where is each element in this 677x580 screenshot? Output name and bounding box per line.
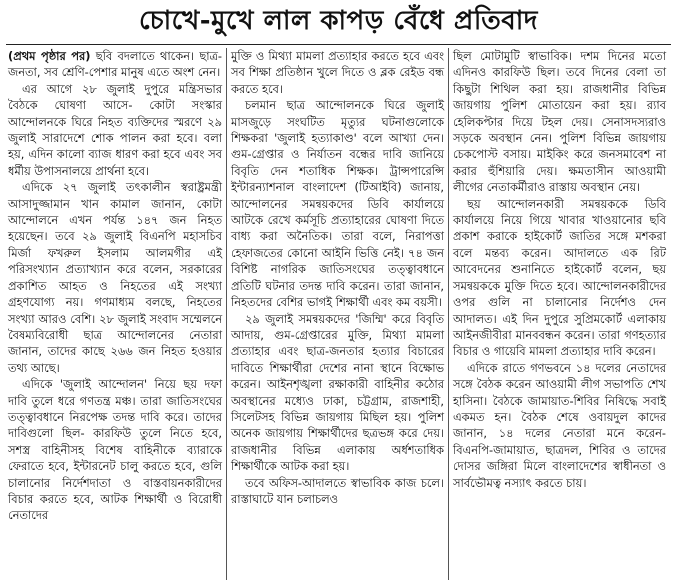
continued-label: (প্রথম পৃষ্ঠার পর) — [8, 49, 91, 63]
column-2 — [226, 48, 448, 580]
paragraph: ছয় আন্দোলনকারী সমন্বয়ককে ডিবি কার্যালয়ে নিয়ে গিয়ে খাবার খাওয়ানোর ছবি প্রকাশ করাকে হাইকোর্ট জাতির সঙ্গে মশকরা বলে মন্তব্য করেন। আদালতে এক রিট আবেদনের শুনানিতে হাইকোর্ট বলেন, ছয় সমন্বয়ককে মুক্তি দিতে হবে। আন্দোলনকারীদের ওপর গুলি না চালানোর নির্দেশও দেন আদালত। এই দিন দুপুরে সুপ্রিমকোর্ট এলাকায় আইনজীবীরা মানববন্ধন করেন। তারা গণহত্যার বিচার ও গায়েবি মামলা প্রত্যাহার দাবি করেন। — [453, 196, 666, 359]
article-body — [4, 48, 673, 580]
paragraph: চলমান ছাত্র আন্দোলনকে ঘিরে জুলাই মাসজুড়ে সংঘটিত মৃত্যুর ঘটনাগুলোকে শিক্ষকরা 'জুলাই হত্যাকাণ্ড' বলে আখ্যা দেন। গুম-গ্রেপ্তার ও নির্যাতন বন্ধের দাবি জানিয়ে বিবৃতি দেন শতাধিক শিক্ষক। ট্রান্সপারেন্সি ইন্টারন্যাশনাল বাংলাদেশ (টিআইবি) জানায়, আন্দোলনের সমন্বয়কদের ডিবি কার্যালয়ে আটকে রেখে কর্মসূচি প্রত্যাহারের ঘোষণা দিতে বাধ্য করা অনৈতিক। তারা বলে, নিরাপত্তা হেফাজতের কোনো আইনি ভিত্তি নেই। ৭৪ জন বিশিষ্ট নাগরিক জাতিসংঘের তত্ত্বাবধানে প্রতিটি ঘটনার তদন্ত দাবি করেন। তারা জানান, নিহতদের বেশির ভাগই শিক্ষার্থী এবং কম বয়সী। — [231, 98, 444, 310]
paragraph: এদিকে ২৭ জুলাই তৎকালীন স্বরাষ্ট্রমন্ত্রী আসাদুজ্জামান খান কামাল জানান, কোটা আন্দোলনে এখন পর্যন্ত ১৪৭ জন নিহত হয়েছেন। তবে ২৯ জুলাই বিএনপি মহাসচিব মির্জা ফখরুল ইসলাম আলমগীর এই পরিসংখ্যান প্রত্যাখ্যান করে বলেন, সরকারের প্রকাশিত আহত ও নিহতের এই সংখ্যা গ্রহণযোগ্য নয়। গণমাধ্যম বলছে, নিহতের সংখ্যা আরও বেশি। ২৮ জুলাই সংবাদ সম্মেলনে বৈষম্যবিরোধী ছাত্র আন্দোলনের নেতারা জানান, তাদের কাছে ২৬৬ জন নিহত হওয়ার তথ্য আছে। — [8, 180, 222, 375]
paragraph: ২৯ জুলাই সমন্বয়কদের 'জিম্মি' করে বিবৃতি আদায়, গুম-গ্রেপ্তারের মুক্তি, মিথ্যা মামলা প্রত্যাহার এবং ছাত্র-জনতার হত্যার বিচারের দাবিতে শিক্ষার্থীরা দেশের নানা স্থানে বিক্ষোভ করেন। আইনশৃঙ্খলা রক্ষাকারী বাহিনীর কঠোর অবস্থানের মধ্যেও ঢাকা, চট্টগ্রাম, রাজশাহী, সিলেটসহ বিভিন্ন জায়গায় মিছিল হয়। পুলিশ অনেক জায়গায় শিক্ষার্থীদের ছত্রভঙ্গ করে দেয়। রাজধানীর বিভিন্ন এলাকায় অর্ধশতাধিক শিক্ষার্থীকে আটক করা হয়। — [231, 311, 444, 474]
column-3 — [448, 48, 670, 580]
paragraph: তবে অফিস-আদালতে স্বাভাবিক কাজ চলে। রাস্তাঘাটে যান চলাচলও — [231, 475, 444, 506]
paragraph: এর আগে ২৮ জুলাই দুপুরে মন্ত্রিসভার বৈঠকে ঘোষণা আসে- কোটা সংস্কার আন্দোলনকে ঘিরে নিহত ব্যক্তিদের স্মরণে ২৯ জুলাই সারাদেশে শোক পালন করা হবে। বলা হয়, এদিন কালো ব্যাজ ধারণ করা হবে এবং সব ধর্মীয় উপাসনালয়ে প্রার্থনা হবে। — [8, 81, 222, 178]
headline: চোখে-মুখে লাল কাপড় বেঁধে প্রতিবাদ — [6, 0, 671, 45]
paragraph: মুক্তি ও মিথ্যা মামলা প্রত্যাহার করতে হবে এবং সব শিক্ষা প্রতিষ্ঠান খুলে দিতে ও ব্লক রেইড বন্ধ করতে হবে। — [231, 49, 444, 96]
paragraph: ছিল মোটামুটি স্বাভাবিক। দশম দিনের মতো এদিনও কারফিউ ছিল। তবে দিনের বেলা তা কিছুটা শিথিল করা হয়। রাজধানীর বিভিন্ন জায়গায় পুলিশ মোতায়েন করা হয়। র‍্যাব হেলিকপ্টার দিয়ে টহল দেয়। সেনাসদস্যরাও সড়কে অবস্থান নেন। পুলিশ বিভিন্ন জায়গায় চেকপোস্ট বসায়। মাইকিং করে জনসমাবেশ না করার হুঁশিয়ারি দেয়। ক্ষমতাসীন আওয়ামী লীগের নেতাকর্মীরাও রাস্তায় অবস্থান নেয়। — [453, 49, 666, 195]
paragraph: এদিকে রাতে গণভবনে ১৪ দলের নেতাদের সঙ্গে বৈঠক করেন আওয়ামী লীগ সভাপতি শেখ হাসিনা। বৈঠকে জামায়াত-শিবির নিষিদ্ধে সবাই একমত হন। বৈঠক শেষে ওবায়দুল কাদের জানান, ১৪ দলের নেতারা মনে করেন- বিএনপি-জামায়াত, ছাত্রদল, শিবির ও তাদের দোসর জঙ্গিরা মিলে বাংলাদেশের স্বাধীনতা ও সার্বভৌমত্ব নস্যাৎ করতে চায়। — [453, 360, 666, 490]
paragraph-text: ছবি বদলাতে থাকেন। ছাত্র-জনতা, সব শ্রেণি-পেশার মানুষ এতে অংশ নেন। — [8, 49, 223, 80]
paragraph: এদিকে 'জুলাই আন্দোলন' নিয়ে ছয় দফা দাবি তুলে ধরে গণতন্ত্র মঞ্চ। তারা জাতিসংঘের তত্ত্বাবধানে নিরপেক্ষ তদন্ত দাবি করে। তাদের দাবিগুলো ছিল- কারফিউ তুলে নিতে হবে, সশস্ত্র বাহিনীসহ বিশেষ বাহিনীকে ব্যারাকে ফেরাতে হবে, ইন্টারনেট চালু করতে হবে, গুলি চালানোর নির্দেশদাতা ও বাস্তবায়নকারীদের বিচার করতে হবে, আটক শিক্ষার্থী ও বিরোধী নেতাদের — [8, 377, 222, 523]
paragraph — [8, 48, 222, 81]
column-1 — [4, 48, 226, 580]
